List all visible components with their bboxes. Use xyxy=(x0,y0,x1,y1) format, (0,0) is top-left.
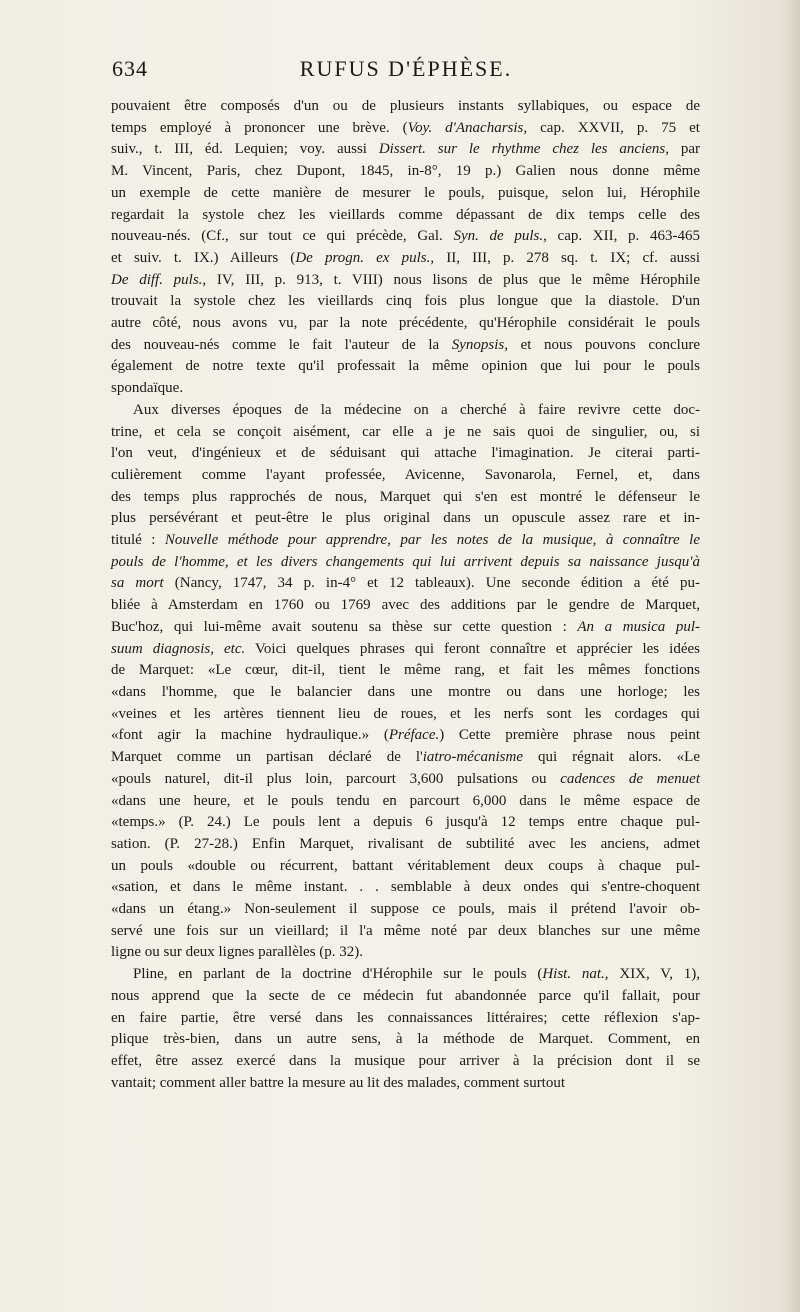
text-line xyxy=(111,443,700,465)
text-segment: «dans un étang.» Non-seulement il suppose ce pouls, mais il prétend l'avoir ob- xyxy=(111,901,700,918)
italic-text: Voy. d'Anacharsis, xyxy=(407,119,528,136)
text-segment: l'on veut, d'ingénieux et de séduisant qui attache l'imagination. Je citerai parti- xyxy=(111,445,700,462)
text-segment: de Marquet: «Le cœur, dit-il, tient le même rang, et fait les mêmes fonctions xyxy=(111,662,700,679)
text-line xyxy=(111,856,700,878)
italic-text: De diff. puls., xyxy=(111,271,207,288)
text-line xyxy=(111,1073,700,1095)
text-segment: effet, être assez exercé dans la musique pour arriver à la précision dont il se xyxy=(111,1052,700,1069)
text-segment: bliée à Amsterdam en 1760 ou 1769 avec des additions par le gendre de Marquet, xyxy=(111,597,700,614)
italic-text: sa mort xyxy=(111,575,164,592)
text-line xyxy=(111,335,700,357)
text-line xyxy=(111,356,700,378)
text-segment: M. Vincent, Paris, chez Dupont, 1845, in-8°, 19 p.) Galien nous donne même xyxy=(111,163,700,180)
text-segment: qui régnait alors. «Le xyxy=(522,749,700,766)
text-segment: et suiv. t. IX.) Ailleurs ( xyxy=(111,249,296,266)
text-segment: temps employé à prononcer une brève. ( xyxy=(111,119,408,136)
text-segment: sation. (P. 27-28.) Enfin Marquet, rivalisant de subtilité avec les anciens, admet xyxy=(111,835,700,852)
text-line xyxy=(111,487,700,509)
text-line xyxy=(111,791,700,813)
italic-text: pouls de l'homme, et les divers changements qui lui arrivent depuis sa naissance jusqu'à xyxy=(111,553,700,570)
italic-text: Dissert. sur le rhythme chez les anciens, xyxy=(378,141,669,158)
text-segment: vantait; comment aller battre la mesure au lit des malades, comment surtout xyxy=(111,1074,566,1091)
text-segment: plique très-bien, dans un autre sens, à la méthode de Marquet. Comment, en xyxy=(111,1031,700,1048)
text-line xyxy=(111,226,700,248)
text-line xyxy=(111,812,700,834)
text-segment: autre côté, nous avons vu, par la note précédente, qu'Hérophile considérait le pouls xyxy=(111,315,700,332)
text-segment: plus persévérant et peut-être le plus original dans un opuscule assez rare et in- xyxy=(111,510,700,527)
page-edge-shadow xyxy=(782,0,800,1312)
text-line xyxy=(111,660,700,682)
text-line xyxy=(111,248,700,270)
text-line xyxy=(111,639,700,661)
text-segment: Marquet comme un partisan déclaré de l' xyxy=(111,749,423,766)
text-segment: IV, III, p. 913, t. VIII) nous lisons de plus que le même Hérophile xyxy=(206,271,701,288)
text-segment: «dans une heure, et le pouls tendu en parcourt 6,000 dans le même espace de xyxy=(111,792,700,809)
text-segment: Buc'hoz, qui lui-même avait soutenu sa thèse sur cette question : xyxy=(111,618,578,635)
text-segment: «dans l'homme, que le balancier dans une montre ou dans une horloge; les xyxy=(111,683,700,700)
text-segment: nous apprend que la secte de ce médecin fut abandonnée parce qu'il fallait, pour xyxy=(111,987,700,1004)
running-title: RUFUS D'ÉPHÈSE. xyxy=(299,56,513,81)
text-segment: XIX, V, 1), xyxy=(608,966,700,983)
text-line xyxy=(111,1029,700,1051)
text-segment: servé une fois sur un vieillard; il l'a même noté par deux blanches sur une même xyxy=(111,922,700,939)
text-segment: cap. XII, p. 463-465 xyxy=(546,228,700,245)
text-line xyxy=(111,552,700,574)
text-line xyxy=(111,508,700,530)
text-segment: nouveau-nés. (Cf., sur tout ce qui précède, Gal. xyxy=(111,228,454,245)
text-line xyxy=(111,899,700,921)
italic-text: Nouvelle méthode pour apprendre, par les notes de la musique, à connaître le xyxy=(164,532,700,549)
italic-text: Préface. xyxy=(388,727,440,744)
text-segment: ) Cette première phrase nous peint xyxy=(439,727,700,744)
italic-text: cadences de menuet xyxy=(560,770,700,787)
text-line xyxy=(111,617,700,639)
body-text xyxy=(111,96,700,1094)
text-line xyxy=(111,139,700,161)
text-line xyxy=(111,921,700,943)
text-line xyxy=(111,725,700,747)
text-segment: et nous pouvons conclure xyxy=(508,336,700,353)
text-line xyxy=(111,422,700,444)
text-segment: des nouveau-nés comme le fait l'auteur de la xyxy=(111,336,452,353)
text-line xyxy=(111,682,700,704)
italic-text: Hist. nat., xyxy=(542,966,609,983)
text-segment: Voici quelques phrases qui feront connaître et apprécier les idées xyxy=(245,640,700,657)
text-line xyxy=(111,986,700,1008)
text-line xyxy=(111,834,700,856)
text-line xyxy=(111,270,700,292)
text-line xyxy=(111,573,700,595)
text-line xyxy=(111,118,700,140)
text-line xyxy=(111,205,700,227)
text-segment: ligne ou sur deux lignes parallèles (p. 32). xyxy=(111,944,364,961)
text-line xyxy=(111,964,700,986)
text-segment: «sation, et dans le même instant. . . semblable à deux ondes qui s'entre-choquent xyxy=(111,879,700,896)
text-segment: en faire partie, être versé dans les connaissances littéraires; cette réflexion s'ap- xyxy=(111,1009,700,1026)
italic-text: Synopsis, xyxy=(451,336,509,353)
text-line xyxy=(111,769,700,791)
text-line xyxy=(111,704,700,726)
page-number: 634 xyxy=(112,56,148,81)
text-segment: culièrement comme l'ayant professée, Avicenne, Savonarola, Fernel, et, dans xyxy=(111,466,700,483)
text-segment: un pouls «double ou récurrent, battant véritablement deux coups à chaque pul- xyxy=(111,857,700,874)
text-segment: «font agir la machine hydraulique.» ( xyxy=(111,727,389,744)
text-segment: spondaïque. xyxy=(111,380,184,397)
italic-text: suum diagnosis, etc. xyxy=(111,640,246,657)
text-segment: «veines et les artères tiennent lieu de roues, et les nerfs sont les cordages qui xyxy=(111,705,700,722)
text-segment: suiv., t. III, éd. Lequien; voy. aussi xyxy=(111,141,379,158)
text-segment: trouvait la systole chez les vieillards cinq fois plus longue que la diastole. D'un xyxy=(111,293,700,310)
text-line xyxy=(111,96,700,118)
text-line xyxy=(111,595,700,617)
text-segment: Aux diverses époques de la médecine on a cherché à faire revivre cette doc- xyxy=(133,401,700,418)
text-line xyxy=(111,530,700,552)
italic-text: An a musica pul- xyxy=(577,618,700,635)
text-segment: par xyxy=(668,141,701,158)
text-segment: trine, et cela se conçoit aisément, car elle a je ne sais quoi de singulier, ou, si xyxy=(111,423,700,440)
text-line xyxy=(111,747,700,769)
text-line xyxy=(111,400,700,422)
text-segment: titulé : xyxy=(111,532,165,549)
text-line xyxy=(111,1008,700,1030)
text-segment: des temps plus rapprochés de nous, Marquet qui s'en est montré le défenseur le xyxy=(111,488,700,505)
text-segment: également de notre texte qu'il professait la même opinion que lui pour le pouls xyxy=(111,358,700,375)
italic-text: De progn. ex puls., xyxy=(295,249,435,266)
text-line xyxy=(111,161,700,183)
text-line xyxy=(111,378,700,400)
text-line xyxy=(111,877,700,899)
text-line xyxy=(111,313,700,335)
italic-text: Syn. de puls., xyxy=(453,228,547,245)
text-segment: «pouls naturel, dit-il plus loin, parcourt 3,600 pulsations ou xyxy=(111,770,561,787)
text-segment: cap. XXVII, p. 75 et xyxy=(527,119,700,136)
text-segment: II, III, p. 278 sq. t. IX; cf. aussi xyxy=(434,249,701,266)
text-line xyxy=(111,942,700,964)
text-line xyxy=(111,1051,700,1073)
text-line xyxy=(111,465,700,487)
text-line xyxy=(111,291,700,313)
italic-text: iatro-mécanisme xyxy=(422,749,523,766)
text-segment: pouvaient être composés d'un ou de plusieurs instants syllabiques, ou espace de xyxy=(111,98,700,114)
text-line xyxy=(111,183,700,205)
text-segment: regardait la systole chez les vieillards comme dépassant de dix temps celle des xyxy=(111,206,700,223)
text-segment: «temps.» (P. 24.) Le pouls lent a depuis 6 jusqu'à 12 temps entre chaque pul- xyxy=(111,814,700,831)
text-segment: (Nancy, 1747, 34 p. in-4° et 12 tableaux). Une seconde édition a été pu- xyxy=(163,575,700,592)
text-segment: un exemple de cette manière de mesurer le pouls, puisque, selon lui, Hérophile xyxy=(111,184,700,201)
text-segment: Pline, en parlant de la doctrine d'Hérophile sur le pouls ( xyxy=(133,966,543,983)
page-header xyxy=(112,56,700,86)
